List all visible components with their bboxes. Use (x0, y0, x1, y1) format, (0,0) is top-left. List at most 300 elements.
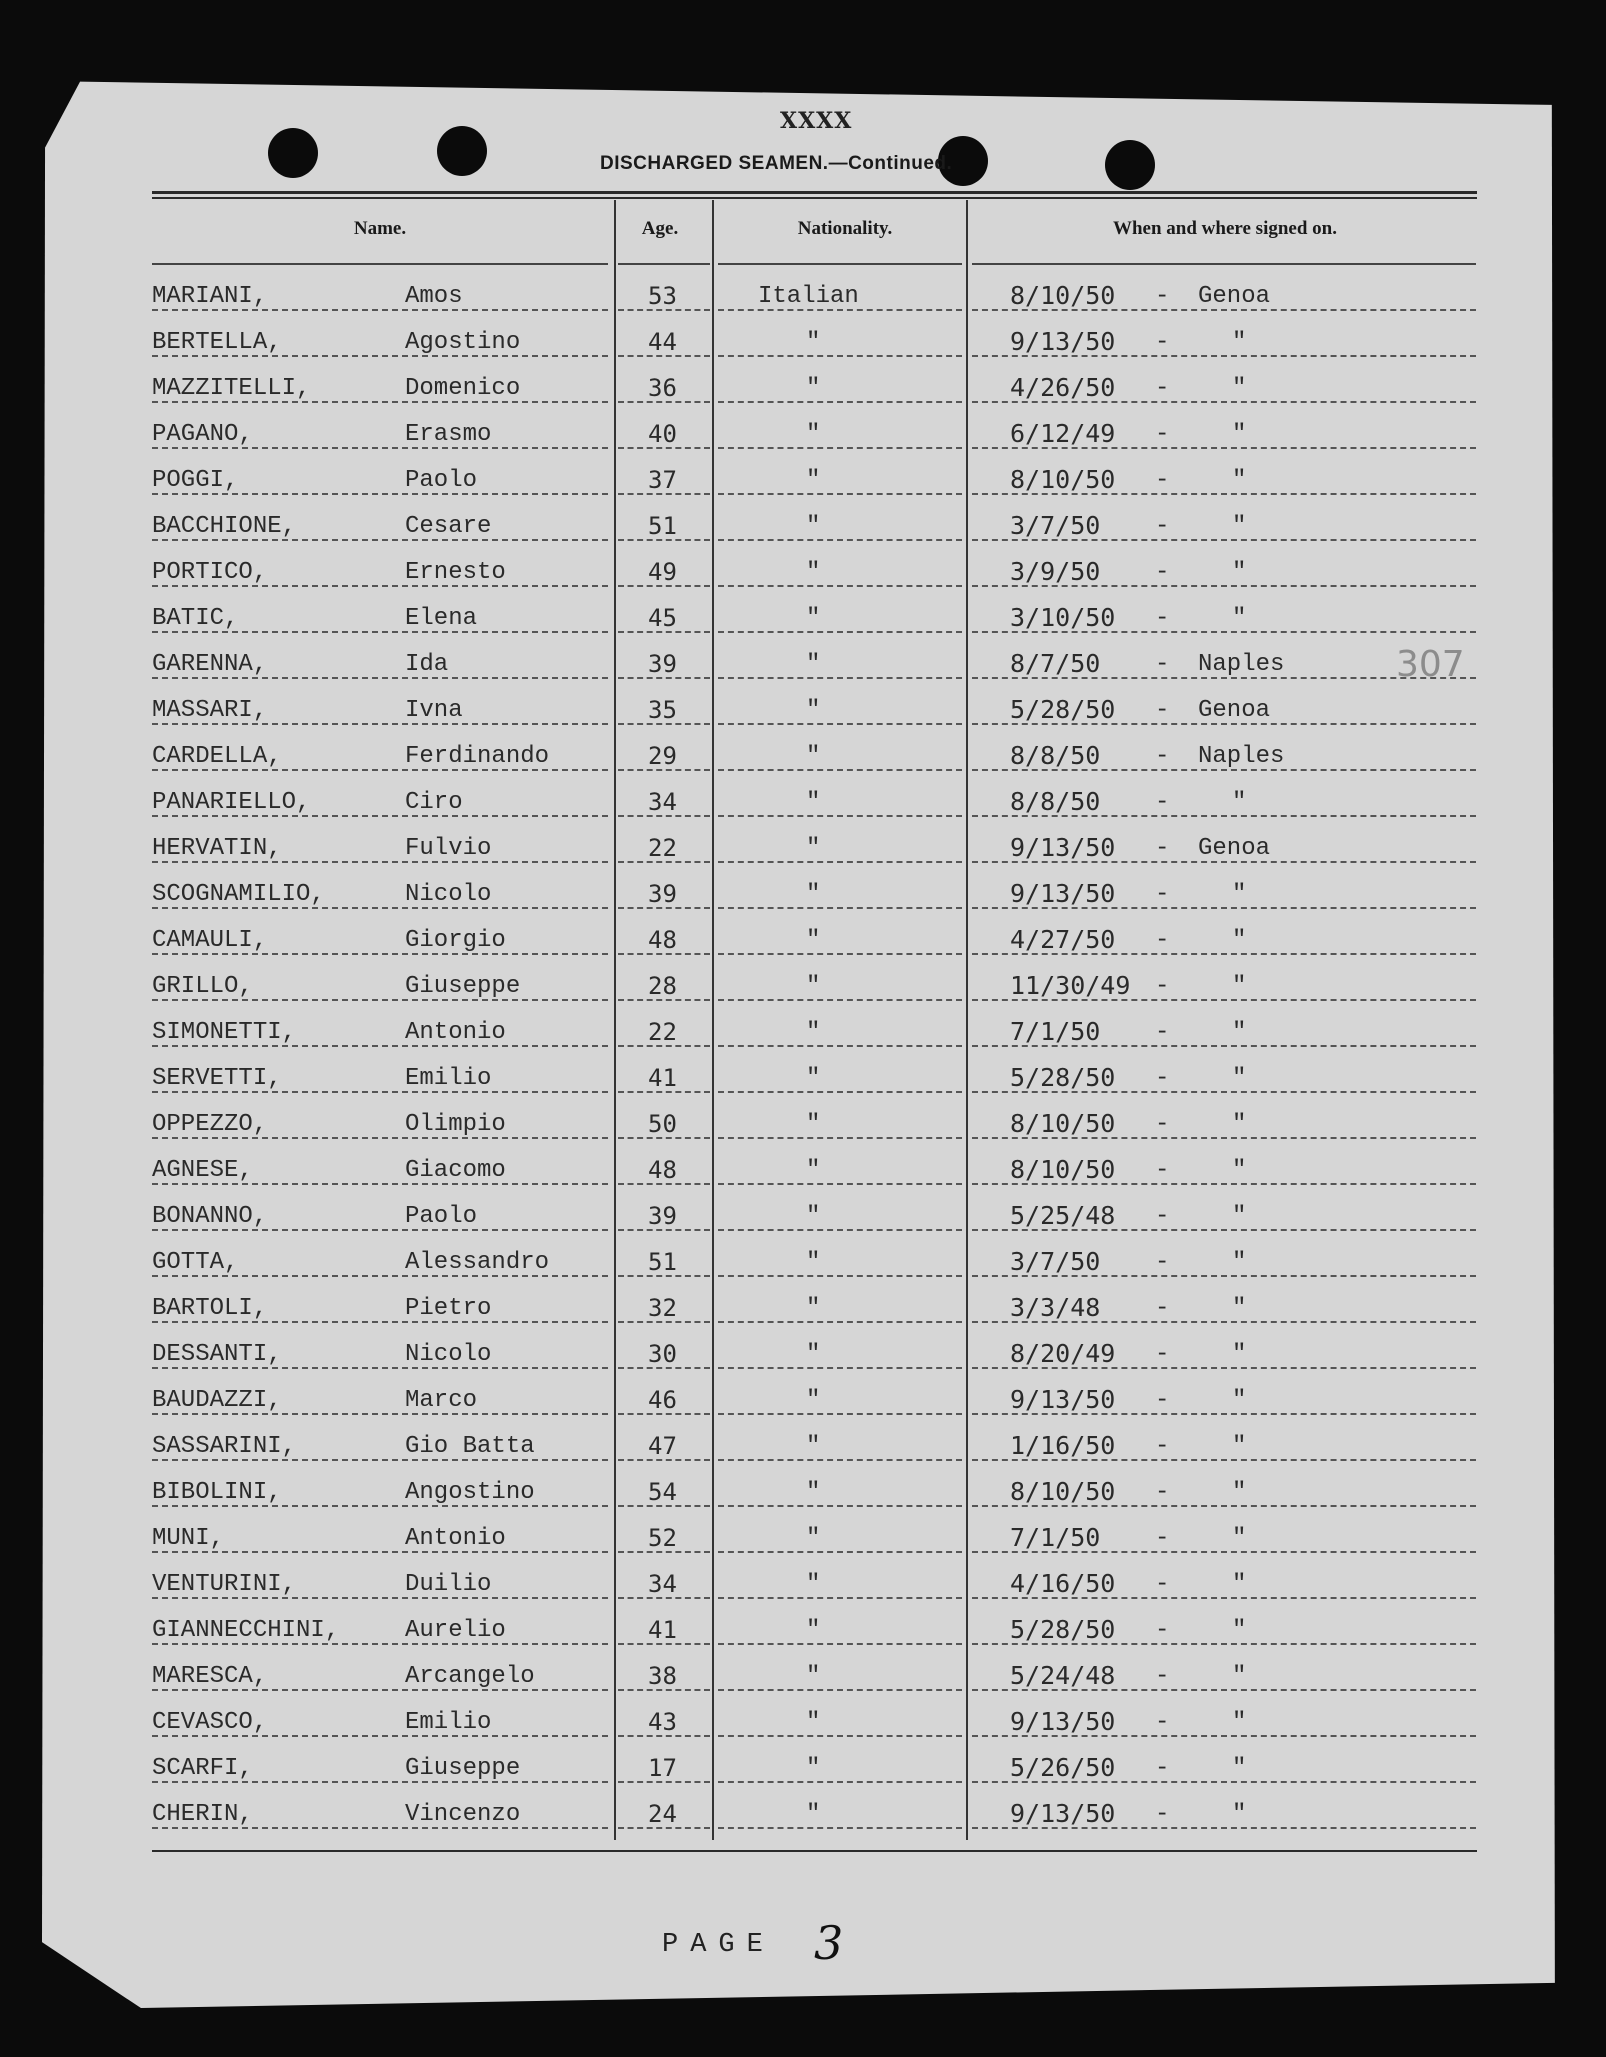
nationality: " (806, 467, 821, 494)
header-underline (972, 263, 1476, 265)
table-row (0, 1696, 1606, 1742)
surname: PAGANO, (152, 421, 253, 448)
separator: - (1155, 1525, 1170, 1552)
row-rule (718, 1091, 962, 1093)
age: 30 (648, 1340, 677, 1368)
surname: CHERIN, (152, 1801, 253, 1828)
surname: SASSARINI, (152, 1433, 297, 1460)
given-name: Ciro (405, 789, 463, 816)
row-rule (718, 355, 962, 357)
table-row (0, 730, 1606, 776)
signed-on-place: " (1232, 1341, 1247, 1368)
signed-on-date: 5/24/48 (1010, 1661, 1116, 1690)
signed-on-date: 5/28/50 (1010, 695, 1116, 724)
row-rule (718, 769, 962, 771)
nationality: " (806, 973, 821, 1000)
signed-on-place: Genoa (1198, 697, 1271, 724)
nationality: " (806, 651, 821, 678)
signed-on-date: 5/26/50 (1010, 1753, 1116, 1782)
age: 51 (648, 512, 677, 540)
age: 28 (648, 972, 677, 1000)
age: 22 (648, 1018, 677, 1046)
age: 41 (648, 1064, 677, 1092)
surname: BACCHIONE, (152, 513, 297, 540)
surname: BARTOLI, (152, 1295, 268, 1322)
given-name: Erasmo (405, 421, 492, 448)
given-name: Ida (405, 651, 449, 678)
given-name: Emilio (405, 1709, 492, 1736)
given-name: Giuseppe (405, 1755, 521, 1782)
given-name: Giacomo (405, 1157, 506, 1184)
given-name: Vincenzo (405, 1801, 521, 1828)
nationality: " (806, 697, 821, 724)
age: 47 (648, 1432, 677, 1460)
surname: BONANNO, (152, 1203, 268, 1230)
signed-on-place: " (1232, 1663, 1247, 1690)
given-name: Fulvio (405, 835, 492, 862)
surname: OPPEZZO, (152, 1111, 268, 1138)
signed-on-date: 4/16/50 (1010, 1569, 1116, 1598)
separator: - (1155, 743, 1170, 770)
age: 50 (648, 1110, 677, 1138)
surname: SIMONETTI, (152, 1019, 297, 1046)
row-rule (718, 631, 962, 633)
age: 29 (648, 742, 677, 770)
age: 34 (648, 788, 677, 816)
signed-on-date: 8/10/50 (1010, 281, 1116, 310)
row-rule (718, 1505, 962, 1507)
signed-on-place: " (1232, 1157, 1247, 1184)
age: 46 (648, 1386, 677, 1414)
punch-hole (437, 126, 487, 176)
signed-on-date: 8/10/50 (1010, 1109, 1116, 1138)
signed-on-date: 8/7/50 (1010, 649, 1101, 678)
nationality: " (806, 1157, 821, 1184)
row-rule (718, 1229, 962, 1231)
surname: BERTELLA, (152, 329, 282, 356)
table-row (0, 500, 1606, 546)
signed-on-date: 9/13/50 (1010, 1385, 1116, 1414)
separator: - (1155, 1249, 1170, 1276)
nationality: " (806, 1295, 821, 1322)
signed-on-place: " (1232, 375, 1247, 402)
signed-on-place: " (1232, 559, 1247, 586)
surname: GOTTA, (152, 1249, 239, 1276)
signed-on-place: " (1232, 1571, 1247, 1598)
nationality: " (806, 1249, 821, 1276)
header-underline (618, 263, 710, 265)
separator: - (1155, 697, 1170, 724)
table-row (0, 592, 1606, 638)
separator: - (1155, 1617, 1170, 1644)
signed-on-date: 9/13/50 (1010, 1799, 1116, 1828)
nationality: " (806, 1755, 821, 1782)
table-row (0, 638, 1606, 684)
age: 44 (648, 328, 677, 356)
signed-on-date: 3/7/50 (1010, 511, 1101, 540)
nationality: " (806, 743, 821, 770)
nationality: " (806, 835, 821, 862)
table-row (0, 960, 1606, 1006)
nationality: " (806, 559, 821, 586)
given-name: Alessandro (405, 1249, 550, 1276)
nationality: " (806, 1433, 821, 1460)
row-rule (718, 1781, 962, 1783)
signed-on-place: " (1232, 1065, 1247, 1092)
separator: - (1155, 1341, 1170, 1368)
document-title: DISCHARGED SEAMEN.—Continued. (600, 153, 953, 174)
age: 17 (648, 1754, 677, 1782)
signed-on-place: " (1232, 1479, 1247, 1506)
signed-on-place: Naples (1198, 743, 1285, 770)
signed-on-place: " (1232, 1801, 1247, 1828)
separator: - (1155, 835, 1170, 862)
given-name: Angostino (405, 1479, 535, 1506)
signed-on-place: Naples (1198, 651, 1285, 678)
table-row (0, 362, 1606, 408)
signed-on-date: 9/13/50 (1010, 879, 1116, 908)
table-row (0, 1282, 1606, 1328)
separator: - (1155, 927, 1170, 954)
age: 53 (648, 282, 677, 310)
given-name: Antonio (405, 1525, 506, 1552)
given-name: Paolo (405, 1203, 478, 1230)
table-row (0, 868, 1606, 914)
age: 24 (648, 1800, 677, 1828)
given-name: Giorgio (405, 927, 506, 954)
surname: GRILLO, (152, 973, 253, 1000)
nationality: " (806, 927, 821, 954)
table-row (0, 1190, 1606, 1236)
surname: SERVETTI, (152, 1065, 282, 1092)
page-label: PAGE (662, 1930, 775, 1960)
given-name: Arcangelo (405, 1663, 535, 1690)
signed-on-place: " (1232, 1295, 1247, 1322)
table-row (0, 822, 1606, 868)
given-name: Ivna (405, 697, 463, 724)
given-name: Ernesto (405, 559, 506, 586)
table-row (0, 914, 1606, 960)
row-rule (718, 1045, 962, 1047)
separator: - (1155, 329, 1170, 356)
given-name: Gio Batta (405, 1433, 535, 1460)
age: 52 (648, 1524, 677, 1552)
separator: - (1155, 283, 1170, 310)
signed-on-date: 3/9/50 (1010, 557, 1101, 586)
row-rule (718, 1275, 962, 1277)
row-rule (718, 677, 962, 679)
signed-on-place: " (1232, 1387, 1247, 1414)
nationality: " (806, 1801, 821, 1828)
separator: - (1155, 467, 1170, 494)
age: 51 (648, 1248, 677, 1276)
top-rule (152, 191, 1477, 194)
signed-on-date: 5/28/50 (1010, 1063, 1116, 1092)
separator: - (1155, 881, 1170, 908)
table-row (0, 776, 1606, 822)
punch-hole (1105, 140, 1155, 190)
signed-on-date: 5/28/50 (1010, 1615, 1116, 1644)
separator: - (1155, 605, 1170, 632)
row-rule (718, 1827, 962, 1829)
signed-on-place: " (1232, 1433, 1247, 1460)
surname: HERVATIN, (152, 835, 282, 862)
age: 40 (648, 420, 677, 448)
age: 41 (648, 1616, 677, 1644)
separator: - (1155, 1387, 1170, 1414)
row-rule (718, 723, 962, 725)
signed-on-date: 11/30/49 (1010, 971, 1131, 1000)
nationality: " (806, 1571, 821, 1598)
signed-on-date: 8/10/50 (1010, 1155, 1116, 1184)
separator: - (1155, 1157, 1170, 1184)
signed-on-place: Genoa (1198, 835, 1271, 862)
row-rule (718, 999, 962, 1001)
table-row (0, 1788, 1606, 1834)
given-name: Ferdinando (405, 743, 550, 770)
separator: - (1155, 1709, 1170, 1736)
row-rule (718, 861, 962, 863)
age: 48 (648, 926, 677, 954)
given-name: Domenico (405, 375, 521, 402)
surname: BIBOLINI, (152, 1479, 282, 1506)
signed-on-date: 7/1/50 (1010, 1017, 1101, 1046)
table-row (0, 1604, 1606, 1650)
signed-on-place: " (1232, 1709, 1247, 1736)
given-name: Antonio (405, 1019, 506, 1046)
age: 39 (648, 880, 677, 908)
nationality: " (806, 789, 821, 816)
separator: - (1155, 1755, 1170, 1782)
given-name: Aurelio (405, 1617, 506, 1644)
nationality: " (806, 1019, 821, 1046)
signed-on-place: " (1232, 927, 1247, 954)
column-header-signed-on: When and where signed on. (1112, 218, 1337, 239)
nationality: " (806, 1387, 821, 1414)
top-rule-2 (152, 197, 1477, 199)
given-name: Emilio (405, 1065, 492, 1092)
surname: MARIANI, (152, 283, 268, 310)
nationality: " (806, 1341, 821, 1368)
signed-on-place: " (1232, 329, 1247, 356)
table-row (0, 408, 1606, 454)
separator: - (1155, 1571, 1170, 1598)
row-rule (718, 539, 962, 541)
separator: - (1155, 421, 1170, 448)
table-row (0, 1098, 1606, 1144)
separator: - (1155, 789, 1170, 816)
signed-on-date: 8/10/50 (1010, 1477, 1116, 1506)
separator: - (1155, 559, 1170, 586)
given-name: Pietro (405, 1295, 492, 1322)
signed-on-date: 5/25/48 (1010, 1201, 1116, 1230)
signed-on-date: 3/3/48 (1010, 1293, 1101, 1322)
row-rule (718, 1367, 962, 1369)
age: 39 (648, 1202, 677, 1230)
surname: CEVASCO, (152, 1709, 268, 1736)
signed-on-date: 9/13/50 (1010, 1707, 1116, 1736)
age: 22 (648, 834, 677, 862)
surname: AGNESE, (152, 1157, 253, 1184)
age: 37 (648, 466, 677, 494)
table-row (0, 684, 1606, 730)
row-rule (718, 1321, 962, 1323)
table-row (0, 1466, 1606, 1512)
nationality: " (806, 1065, 821, 1092)
nationality: " (806, 1479, 821, 1506)
separator: - (1155, 1479, 1170, 1506)
age: 36 (648, 374, 677, 402)
table-row (0, 1006, 1606, 1052)
given-name: Nicolo (405, 1341, 492, 1368)
given-name: Nicolo (405, 881, 492, 908)
header-code: XXXX (780, 108, 853, 134)
surname: SCOGNAMILIO, (152, 881, 325, 908)
row-rule (718, 1551, 962, 1553)
given-name: Elena (405, 605, 478, 632)
signed-on-place: " (1232, 1617, 1247, 1644)
separator: - (1155, 1801, 1170, 1828)
signed-on-date: 3/10/50 (1010, 603, 1116, 632)
surname: MARESCA, (152, 1663, 268, 1690)
signed-on-date: 9/13/50 (1010, 327, 1116, 356)
table-row (0, 1052, 1606, 1098)
table-row (0, 1144, 1606, 1190)
row-rule (718, 1183, 962, 1185)
separator: - (1155, 1295, 1170, 1322)
row-rule (718, 953, 962, 955)
nationality: " (806, 1709, 821, 1736)
row-rule (718, 401, 962, 403)
column-header-age: Age. (641, 218, 679, 239)
nationality: " (806, 1525, 821, 1552)
row-rule (718, 1459, 962, 1461)
signed-on-date: 8/8/50 (1010, 741, 1101, 770)
signed-on-date: 9/13/50 (1010, 833, 1116, 862)
signed-on-date: 6/12/49 (1010, 419, 1116, 448)
signed-on-place: " (1232, 789, 1247, 816)
signed-on-place: " (1232, 1019, 1247, 1046)
separator: - (1155, 375, 1170, 402)
age: 39 (648, 650, 677, 678)
separator: - (1155, 513, 1170, 540)
signed-on-date: 8/10/50 (1010, 465, 1116, 494)
table-row (0, 454, 1606, 500)
row-rule (718, 493, 962, 495)
separator: - (1155, 1203, 1170, 1230)
nationality: " (806, 375, 821, 402)
nationality: " (806, 513, 821, 540)
row-rule (718, 1735, 962, 1737)
row-rule (718, 1137, 962, 1139)
surname: MASSARI, (152, 697, 268, 724)
table-row (0, 1558, 1606, 1604)
signed-on-place: " (1232, 513, 1247, 540)
separator: - (1155, 1433, 1170, 1460)
header-underline (718, 263, 962, 265)
table-row (0, 1650, 1606, 1696)
row-rule (718, 1689, 962, 1691)
separator: - (1155, 973, 1170, 1000)
nationality: " (806, 605, 821, 632)
nationality: " (806, 329, 821, 356)
signed-on-place: " (1232, 1203, 1247, 1230)
signed-on-place: " (1232, 1525, 1247, 1552)
given-name: Paolo (405, 467, 478, 494)
page-number: 3 (814, 1916, 844, 1970)
signed-on-date: 8/8/50 (1010, 787, 1101, 816)
signed-on-place: Genoa (1198, 283, 1271, 310)
age: 45 (648, 604, 677, 632)
bottom-rule (152, 1850, 1477, 1852)
surname: CAMAULI, (152, 927, 268, 954)
surname: BAUDAZZI, (152, 1387, 282, 1414)
given-name: Olimpio (405, 1111, 506, 1138)
signed-on-date: 4/27/50 (1010, 925, 1116, 954)
table-row (0, 1236, 1606, 1282)
signed-on-place: " (1232, 881, 1247, 908)
row-rule (718, 1597, 962, 1599)
signed-on-place: " (1232, 605, 1247, 632)
signed-on-date: 3/7/50 (1010, 1247, 1101, 1276)
given-name: Duilio (405, 1571, 492, 1598)
surname: CARDELLA, (152, 743, 282, 770)
signed-on-place: " (1232, 1111, 1247, 1138)
signed-on-place: " (1232, 421, 1247, 448)
row-rule (718, 1413, 962, 1415)
surname: MAZZITELLI, (152, 375, 311, 402)
row-rule (718, 1643, 962, 1645)
separator: - (1155, 651, 1170, 678)
signed-on-place: " (1232, 973, 1247, 1000)
table-row (0, 1742, 1606, 1788)
nationality: " (806, 1663, 821, 1690)
surname: SCARFI, (152, 1755, 253, 1782)
punch-hole (268, 128, 318, 178)
nationality: " (806, 1203, 821, 1230)
given-name: Amos (405, 283, 463, 310)
row-rule (718, 585, 962, 587)
row-rule (718, 907, 962, 909)
nationality: " (806, 881, 821, 908)
age: 49 (648, 558, 677, 586)
age: 35 (648, 696, 677, 724)
surname: GIANNECCHINI, (152, 1617, 340, 1644)
nationality: " (806, 1617, 821, 1644)
stamp-number: 307 (1396, 644, 1465, 685)
age: 38 (648, 1662, 677, 1690)
given-name: Cesare (405, 513, 492, 540)
separator: - (1155, 1111, 1170, 1138)
signed-on-date: 4/26/50 (1010, 373, 1116, 402)
age: 54 (648, 1478, 677, 1506)
given-name: Agostino (405, 329, 521, 356)
given-name: Giuseppe (405, 973, 521, 1000)
surname: MUNI, (152, 1525, 225, 1552)
signed-on-date: 1/16/50 (1010, 1431, 1116, 1460)
nationality: Italian (758, 283, 859, 310)
age: 32 (648, 1294, 677, 1322)
separator: - (1155, 1065, 1170, 1092)
table-row (0, 1374, 1606, 1420)
age: 48 (648, 1156, 677, 1184)
table-row (0, 546, 1606, 592)
signed-on-place: " (1232, 467, 1247, 494)
surname: DESSANTI, (152, 1341, 282, 1368)
table-row (0, 1420, 1606, 1466)
row-rule (718, 447, 962, 449)
header-underline (152, 263, 608, 265)
